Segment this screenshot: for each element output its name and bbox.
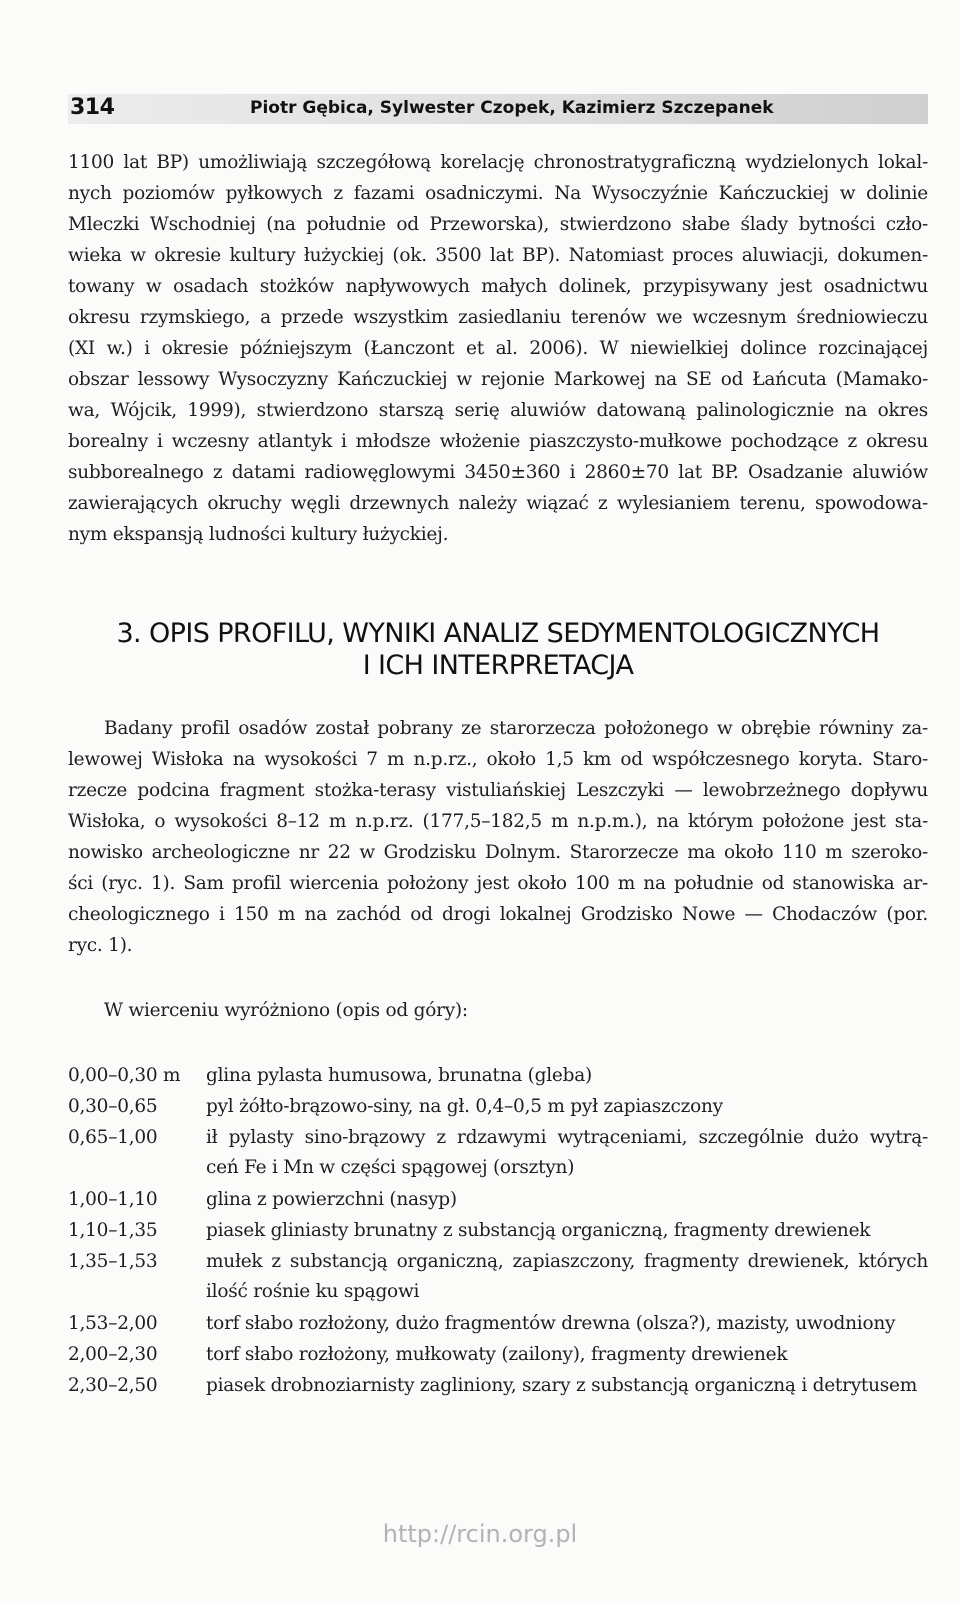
text-line: ryc. 1). bbox=[68, 935, 133, 956]
profile-depth: 0,00–0,30 m bbox=[68, 1065, 181, 1086]
running-header bbox=[68, 94, 928, 124]
text-line: 1100 lat BP) umożliwiają szczegółową korelację chronostratygraficzną wydzielonych lokal- bbox=[68, 152, 928, 173]
profile-description bbox=[206, 1092, 928, 1122]
text-line: Badany profil osadów został pobrany ze starorzecza położonego w obrębie równiny za- bbox=[104, 718, 928, 739]
text-line: nowisko archeologiczne nr 22 w Grodzisku Dolnym. Starorzecze ma około 110 m szeroko- bbox=[68, 842, 928, 863]
text-line: borealny i wczesny atlantyk i młodsze włożenie piaszczysto-mułkowe pochodzące z okresu bbox=[68, 431, 928, 452]
profile-description-line: ilość rośnie ku spągowi bbox=[206, 1281, 420, 1302]
text-line: wa, Wójcik, 1999), stwierdzono starszą serię aluwiów datowaną palinologicznie na okres bbox=[68, 400, 928, 421]
profile-description bbox=[206, 1340, 928, 1370]
text-line: subborealnego z datami radiowęglowymi 3450±360 i 2860±70 lat BP. Osadzanie aluwiów bbox=[68, 462, 928, 483]
profile-depth: 1,10–1,35 bbox=[68, 1220, 158, 1241]
profile-depth: 0,65–1,00 bbox=[68, 1127, 158, 1148]
profile-depth: 2,00–2,30 bbox=[68, 1344, 158, 1365]
section-title-continued: I ICH INTERPRETACJA bbox=[362, 650, 634, 681]
profile-description-line: ił pylasty sino-brązowy z rdzawymi wytrąceniami, szczególnie dużo wytrą- bbox=[206, 1127, 928, 1148]
profile-description-line: pyl żółto-brązowo-siny, na gł. 0,4–0,5 m pył zapiaszczony bbox=[206, 1096, 723, 1117]
section-title: 3. OPIS PROFILU, WYNIKI ANALIZ SEDYMENTOLOGICZNYCH bbox=[116, 618, 880, 649]
text-line: wieka w okresie kultury łużyckiej (ok. 3500 lat BP). Natomiast proces aluwiacji, dokumen- bbox=[68, 245, 928, 266]
text-line: ści (ryc. 1). Sam profil wiercenia położony jest około 100 m na południe od stanowiska ar- bbox=[68, 873, 928, 894]
text-line: nych poziomów pyłkowych z fazami osadniczymi. Na Wysoczyźnie Kańczuckiej w dolinie bbox=[68, 183, 928, 204]
profile-description bbox=[206, 1185, 928, 1215]
profile-depth: 1,00–1,10 bbox=[68, 1189, 158, 1210]
profile-description-line: ceń Fe i Mn w części spągowej (orsztyn) bbox=[206, 1157, 575, 1178]
source-url-watermark: http://rcin.org.pl bbox=[382, 1520, 578, 1548]
text-line: okresu rzymskiego, a przede wszystkim zasiedlaniu terenów we wczesnym średniowieczu bbox=[68, 307, 928, 328]
text-line: towany w osadach stożków napływowych małych dolinek, przypisywany jest osadnictwu bbox=[68, 276, 928, 297]
text-line: Mleczki Wschodniej (na południe od Przeworska), stwierdzono słabe ślady bytności czło- bbox=[68, 214, 928, 235]
text-line: rzecze podcina fragment stożka-terasy vistuliańskiej Leszczyki — lewobrzeżnego dopływu bbox=[68, 780, 928, 801]
profile-description-line: glina z powierzchni (nasyp) bbox=[206, 1189, 457, 1210]
profile-description-line: torf słabo rozłożony, mułkowaty (zailony), fragmenty drewienek bbox=[206, 1344, 788, 1365]
text-line: zawierających okruchy węgli drzewnych należy wiązać z wylesianiem terenu, spowodowa- bbox=[68, 493, 928, 514]
profile-intro: W wierceniu wyróżniono (opis od góry): bbox=[104, 1000, 468, 1021]
page-number: 314 bbox=[70, 95, 115, 120]
profile-description-line: glina pylasta humusowa, brunatna (gleba) bbox=[206, 1065, 592, 1086]
text-line: (XI w.) i okresie późniejszym (Łanczont et al. 2006). W niewielkiej dolince rozcinającej bbox=[68, 338, 928, 359]
text-line: lewowej Wisłoka na wysokości 7 m n.p.rz., około 1,5 km od współczesnego koryta. Staro- bbox=[68, 749, 928, 770]
profile-depth: 1,53–2,00 bbox=[68, 1313, 158, 1334]
profile-description-line: piasek drobnoziarnisty zagliniony, szary z substancją organiczną i detrytusem bbox=[206, 1375, 917, 1396]
text-line: Wisłoka, o wysokości 8–12 m n.p.rz. (177,5–182,5 m n.p.m.), na którym położone jest sta- bbox=[68, 811, 928, 832]
profile-depth: 1,35–1,53 bbox=[68, 1251, 158, 1272]
running-head-authors: Piotr Gębica, Sylwester Czopek, Kazimierz Szczepanek bbox=[250, 98, 774, 118]
profile-description bbox=[206, 1309, 928, 1339]
profile-description-line: mułek z substancją organiczną, zapiaszczony, fragmenty drewienek, których bbox=[206, 1251, 928, 1272]
profile-depth: 2,30–2,50 bbox=[68, 1375, 158, 1396]
profile-depth: 0,30–0,65 bbox=[68, 1096, 158, 1117]
profile-description bbox=[206, 1061, 928, 1091]
text-line: nym ekspansją ludności kultury łużyckiej. bbox=[68, 524, 449, 545]
profile-description bbox=[206, 1216, 928, 1246]
profile-description bbox=[206, 1123, 928, 1183]
profile-description bbox=[206, 1247, 928, 1307]
profile-description bbox=[206, 1371, 928, 1401]
profile-description-line: piasek gliniasty brunatny z substancją organiczną, fragmenty drewienek bbox=[206, 1220, 871, 1241]
text-line: cheologicznego i 150 m na zachód od drogi lokalnej Grodzisko Nowe — Chodaczów (por. bbox=[68, 904, 928, 925]
text-line: obszar lessowy Wysoczyzny Kańczuckiej w rejonie Markowej na SE od Łańcuta (Mamako- bbox=[68, 369, 928, 390]
profile-description-line: torf słabo rozłożony, dużo fragmentów drewna (olsza?), mazisty, uwodniony bbox=[206, 1313, 896, 1334]
